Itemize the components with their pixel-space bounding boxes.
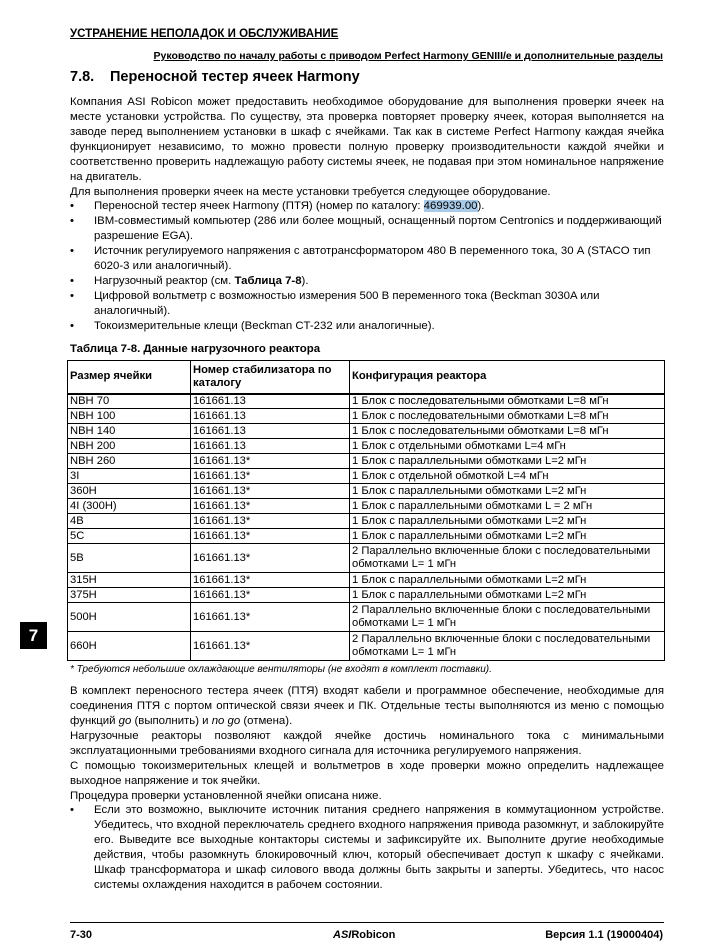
footer-version: Версия 1.1 (19000404) <box>545 929 663 941</box>
cell-size: 375H <box>68 588 191 603</box>
footer-brand: ASIRobicon <box>333 929 396 941</box>
catalog-number: 161661.13* <box>191 603 350 632</box>
catalog-number: 161661.13* <box>191 499 350 514</box>
reactor-config: 1 Блок с параллельными обмотками L=2 мГн <box>350 514 665 529</box>
table-row <box>68 484 665 499</box>
equipment-item: • Источник регулируемого напряжения с автотрансформатором 480 В переменного тока, 30 А (STACO тип 6020-3 или аналогичный). <box>70 245 651 272</box>
catalog-number: 161661.13* <box>191 484 350 499</box>
equipment-item: • Переносной тестер ячеек Harmony (ПТЯ) (номер по каталогу: 469939.00). <box>70 200 485 212</box>
chapter-tab: 7 <box>20 622 47 649</box>
chapter-header: УСТРАНЕНИЕ НЕПОЛАДОК И ОБСЛУЖИВАНИЕ <box>70 28 339 40</box>
cell-size: 315H <box>68 573 191 588</box>
catalog-number: 161661.13* <box>191 514 350 529</box>
cell-size: NBH 100 <box>68 409 191 424</box>
cell-size: NBH 140 <box>68 424 191 439</box>
table-caption: Таблица 7-8. Данные нагрузочного реактора <box>70 343 321 355</box>
reactor-config: 1 Блок с параллельными обмотками L=2 мГн <box>350 484 665 499</box>
cell-size: NBH 260 <box>68 454 191 469</box>
footer-divider <box>70 922 664 923</box>
reactor-config: 2 Параллельно включенные блоки с последовательными обмотками L= 1 мГн <box>350 544 665 573</box>
reactor-config: 1 Блок с отдельными обмотками L=4 мГн <box>350 439 665 454</box>
table-row <box>68 454 665 469</box>
table-row <box>68 424 665 439</box>
catalog-number: 161661.13 <box>191 409 350 424</box>
manual-header: Руководство по началу работы с приводом Perfect Harmony GENIII/e и дополнительные разделы <box>153 50 663 62</box>
section-number: 7.8. <box>70 69 95 85</box>
catalog-number: 161661.13* <box>191 544 350 573</box>
intro-paragraph: Компания ASI Robicon может предоставить необходимое оборудование для выполнения проверки ячеек на месте установки устройства. По существу, эта проверка повторяет проверку ячеек, которая выполняется на заводе перед выполнением установки в шкаф с ячейками. Так как в системе Perfect Harmony каждая ячейка функционирует независимо, то можно провести полную проверку производительности каждой ячейки и соответственно проверить надлежащую работу системы ячеек, не подавая при этом номинальное напряжение на двигатель. <box>70 96 664 183</box>
catalog-number: 161661.13* <box>191 454 350 469</box>
cell-size: 5B <box>68 544 191 573</box>
cell-size: 660H <box>68 632 191 661</box>
reactor-config: 1 Блок с параллельными обмотками L=2 мГн <box>350 454 665 469</box>
table-row <box>68 529 665 544</box>
reactor-config: 1 Блок с последовательными обмотками L=8 мГн <box>350 409 665 424</box>
page-number: 7-30 <box>70 929 93 941</box>
reactor-config: 2 Параллельно включенные блоки с последовательными обмотками L= 1 мГн <box>350 632 665 661</box>
bullet-icon: • <box>70 215 74 227</box>
table-row <box>68 394 665 409</box>
table-body <box>68 394 665 661</box>
table-row <box>68 588 665 603</box>
cell-size: 5C <box>68 529 191 544</box>
table-row <box>68 469 665 484</box>
clamps-paragraph: С помощью токоизмерительных клещей и вольтметров в ходе проверки можно определить надлежащее выходное напряжение и ток ячейки. <box>70 760 664 787</box>
section-title: Переносной тестер ячеек Harmony <box>110 69 360 85</box>
ptya-paragraph: В комплект переносного тестера ячеек (ПТЯ) входят кабели и программное обеспечение, необходимые для соединения ПТЯ с портом оптической связи ячеек и ПК. Отдельные тесты выполняются из меню с помощью функций go (выполнить) и no go (отмена). <box>70 685 664 727</box>
equipment-item: • IBM-совместимый компьютер (286 или более мощный, оснащенный портом Centronics и поддерживающий разрешение EGA). <box>70 215 662 242</box>
reactor-config: 1 Блок с отдельной обмоткой L=4 мГн <box>350 469 665 484</box>
bullet-icon: • <box>70 245 74 257</box>
catalog-number: 161661.13* <box>191 632 350 661</box>
section-heading <box>70 69 360 85</box>
catalog-number: 161661.13* <box>191 573 350 588</box>
table-row <box>68 499 665 514</box>
equipment-item: • Токоизмерительные клещи (Beckman CT-232 или аналогичные). <box>70 320 435 332</box>
table-row <box>68 603 665 632</box>
procedure-list <box>70 803 664 893</box>
reactors-paragraph: Нагрузочные реакторы позволяют каждой ячейке достичь номинального тока с минимальными эксплуатационными требованиями входного сигнала для источника регулируемого напряжения. <box>70 730 664 757</box>
equipment-item: • Нагрузочный реактор (см. Таблица 7-8). <box>70 275 309 287</box>
cell-size: 500H <box>68 603 191 632</box>
cell-size: 4I (300H) <box>68 499 191 514</box>
reactor-table <box>67 360 665 661</box>
cell-size: 360H <box>68 484 191 499</box>
catalog-number: 161661.13 <box>191 424 350 439</box>
table-row <box>68 632 665 661</box>
bullet-icon: • <box>70 290 74 302</box>
catalog-number-highlight[interactable]: 469939.00 <box>423 200 478 212</box>
table-reference-link[interactable]: Таблица 7-8 <box>234 275 302 287</box>
reactor-config: 2 Параллельно включенные блоки с последовательными обмотками L= 1 мГн <box>350 603 665 632</box>
bullet-icon: • <box>70 200 74 212</box>
catalog-number: 161661.13* <box>191 588 350 603</box>
procedure-intro: Процедура проверки установленной ячейки описана ниже. <box>70 790 382 802</box>
bullet-icon: • <box>70 275 74 287</box>
table-row <box>68 573 665 588</box>
reactor-config: 1 Блок с последовательными обмотками L=8 мГн <box>350 394 665 409</box>
equipment-list <box>70 199 664 334</box>
bullet-icon: • <box>70 320 74 332</box>
cell-size: NBH 200 <box>68 439 191 454</box>
cell-size: 3I <box>68 469 191 484</box>
procedure-step: • Если это возможно, выключите источник питания среднего напряжения в коммутационном устройстве. Убедитесь, что входной переключатель среднего входного напряжения привода разомкнут, и заблокируйте его. Выведите все выходные контакторы системы и зафиксируйте их. Выполните другие необходимые действия, чтобы разомкнуть блокировочный ключ, который обеспечивает доступ к шкафу с ячейками. Шкаф трансформатора и шкаф силового ввода должны быть закрыты и заперты. Убедитесь, что насос системы охлаждения находится в рабочем состоянии. <box>70 804 664 891</box>
column-header: Размер ячейки <box>68 361 191 394</box>
reactor-config: 1 Блок с последовательными обмотками L=8 мГн <box>350 424 665 439</box>
catalog-number: 161661.13* <box>191 529 350 544</box>
equipment-item: • Цифровой вольтметр с возможностью измерения 500 В переменного тока (Beckman 3030A или аналогичный). <box>70 290 600 317</box>
equipment-intro: Для выполнения проверки ячеек на месте установки требуется следующее оборудование. <box>70 186 551 198</box>
reactor-config: 1 Блок с параллельными обмотками L = 2 мГн <box>350 499 665 514</box>
catalog-number: 161661.13* <box>191 469 350 484</box>
table-header-row <box>68 361 665 394</box>
reactor-config: 1 Блок с параллельными обмотками L=2 мГн <box>350 529 665 544</box>
table-footnote: * Требуются небольшие охлаждающие вентиляторы (не входят в комплект поставки). <box>70 664 492 675</box>
table-row <box>68 544 665 573</box>
table-row <box>68 514 665 529</box>
column-header: Конфигурация реактора <box>350 361 665 394</box>
catalog-number: 161661.13 <box>191 439 350 454</box>
catalog-number: 161661.13 <box>191 394 350 409</box>
reactor-config: 1 Блок с параллельными обмотками L=2 мГн <box>350 588 665 603</box>
bullet-icon: • <box>70 804 74 816</box>
cell-size: NBH 70 <box>68 394 191 409</box>
table-row <box>68 439 665 454</box>
table-row <box>68 409 665 424</box>
column-header: Номер стабилизатора по каталогу <box>191 361 350 394</box>
reactor-config: 1 Блок с параллельными обмотками L=2 мГн <box>350 573 665 588</box>
cell-size: 4B <box>68 514 191 529</box>
